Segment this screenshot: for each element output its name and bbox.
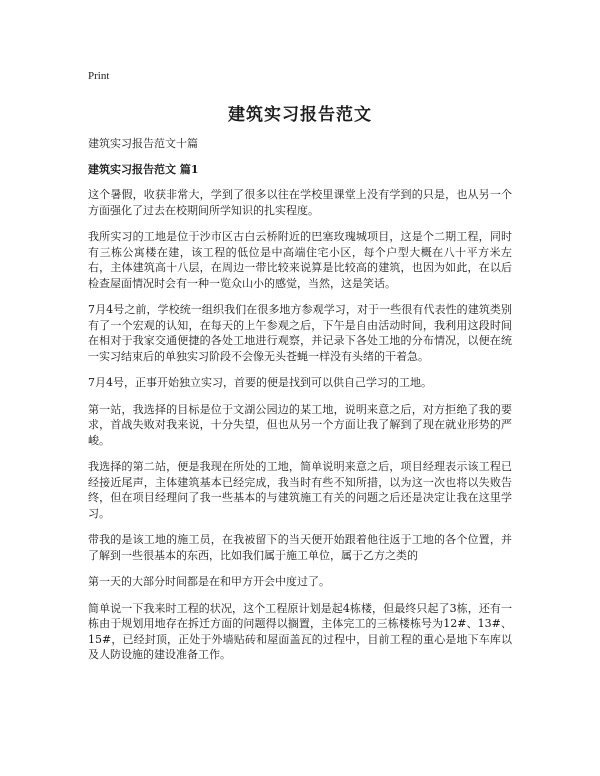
paragraph: 带我的是该工地的施工员，在我被留下的当天便开始跟着他往返于工地的各个位置，并了解到一些很基本的东西，比如我们属于施工单位，属于乙方之类的: [88, 533, 512, 562]
document-subtitle: 建筑实习报告范文十篇: [88, 137, 198, 150]
paragraph: 7月4号之前，学校统一组织我们在很多地方参观学习，对于一些很有代表性的建筑类别有了一个宏观的认知，在每天的上午参观之后，下午是自由活动时间，我利用这段时间在相对于我家交通便捷的各处工地进行观察，并记录下各处工地的分布情况，以便在统一实习结束后的单独实习阶段不会像无头苍蝇一样没有头绪的干着急。: [88, 303, 512, 363]
paragraph: 第一站，我选择的目标是位于文湖公园边的某工地，说明来意之后，对方拒绝了我的要求，首战失败对我来说，十分失望，但也从另一个方面让我了解到了现在就业形势的严峻。: [88, 402, 512, 447]
paragraph: 我所实习的工地是位于沙市区古白云桥附近的巴塞玫瑰城项目，这是个二期工程，同时有三栋公寓楼在建，该工程的低位是中高端住宅小区，每个户型大概在八十平方米左右，主体建筑高十八层，在周边一带比较来说算是比较高的建筑，也因为如此，在以后检查屋面情况时会有一种一览众山小的感觉，当然，这是笑话。: [88, 230, 512, 290]
paragraph: 第一天的大部分时间都是在和甲方开会中度过了。: [88, 575, 330, 588]
paragraph: 7月4号，正事开始独立实习，首要的便是找到可以供自己学习的工地。: [88, 376, 432, 389]
document-body: [88, 187, 512, 674]
section-heading: 建筑实习报告范文 篇1: [88, 163, 199, 176]
paragraph: 这个暑假，收获非常大，学到了很多以往在学校里课堂上没有学到的只是，也从另一个方面强化了过去在校期间所学知识的扎实程度。: [88, 188, 512, 217]
paragraph: 简单说一下我来时工程的状况，这个工程原计划是起4栋楼，但最终只起了3栋，还有一栋由于规划用地存在拆迁方面的问题得以搁置，主体完工的三栋楼栋号为12#、13#、15#，已经封顶，正处于外墙贴砖和屋面盖瓦的过程中，目前工程的重心是地下车库以及人防设施的建设准备工作。: [88, 601, 512, 661]
print-link[interactable]: Print: [88, 70, 110, 82]
paragraph: 我选择的第二站，便是我现在所处的工地，简单说明来意之后，项目经理表示该工程已经接近尾声，主体建筑基本已经完成，我当时有些不知所措，以为这一次也将以失败告终，但在项目经理问了我一些基本的与建筑施工有关的问题之后还是决定让我在这里学习。: [88, 460, 512, 520]
document-title: 建筑实习报告范文: [228, 105, 372, 125]
